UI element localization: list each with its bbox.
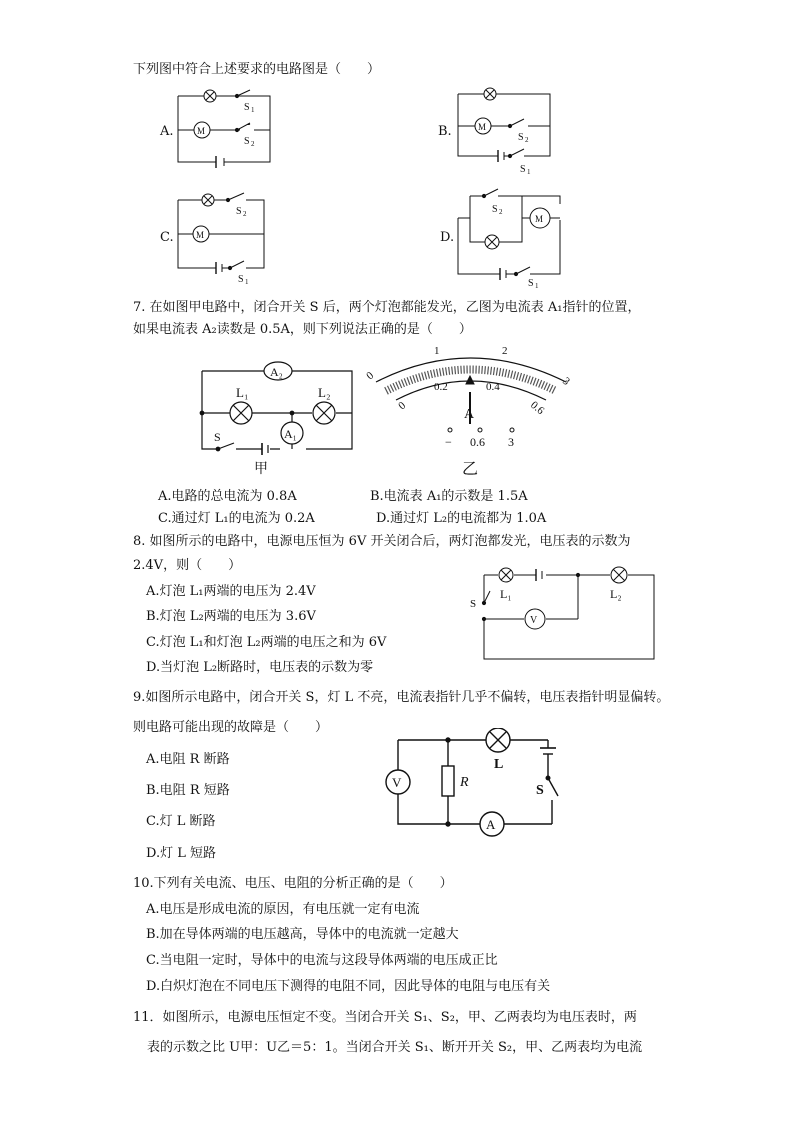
svg-text:1: 1 [245, 278, 249, 284]
svg-text:1: 1 [251, 106, 255, 114]
svg-text:1: 1 [535, 282, 539, 288]
q8-choice-d[interactable]: D.当灯泡 L₂断路时，电压表的示数为零 [146, 660, 374, 675]
svg-text:2: 2 [251, 140, 255, 148]
q9-choice-a[interactable]: A.电阻 R 断路 [146, 752, 230, 767]
q9-choice-c[interactable]: C.灯 L 断路 [146, 814, 216, 829]
svg-text:2: 2 [243, 210, 247, 218]
q6-figure-c [158, 190, 288, 288]
q7-stem-line1: 7. 在如图甲电路中，闭合开关 S 后，两个灯泡都能发光，乙图为电流表 A₁指针的位置， [133, 300, 641, 315]
svg-text:L₂: L₂ [318, 385, 331, 400]
svg-text:S: S [244, 136, 250, 147]
q8-choice-b[interactable]: B.灯泡 L₂两端的电压为 3.6V [146, 609, 316, 624]
svg-text:2: 2 [499, 208, 503, 216]
svg-text:M: M [478, 122, 487, 132]
svg-text:0.6: 0.6 [470, 435, 485, 449]
q7-stem-line2: 如果电流表 A₂读数是 0.5A，则下列说法正确的是（ ） [133, 322, 472, 337]
svg-text:S: S [520, 164, 526, 175]
svg-text:S: S [536, 783, 544, 798]
q10-stem: 10.下列有关电流、电压、电阻的分析正确的是（ ） [133, 876, 453, 891]
svg-text:3: 3 [560, 375, 572, 388]
q10-choice-b[interactable]: B.加在导体两端的电压越高，导体中的电流就一定越大 [146, 927, 459, 942]
svg-text:0.6: 0.6 [528, 399, 547, 418]
svg-text:R: R [460, 775, 469, 790]
q6-stem: 下列图中符合上述要求的电路图是（ ） [133, 62, 381, 77]
svg-text:L₁: L₁ [500, 587, 512, 601]
q7-figure-jia [192, 355, 372, 484]
svg-text:乙: 乙 [462, 461, 479, 478]
svg-text:S: S [528, 278, 534, 288]
q10-choice-c[interactable]: C.当电阻一定时，导体中的电流与这段导体两端的电压成正比 [146, 953, 498, 968]
svg-text:A₁: A₁ [284, 427, 297, 441]
q7-figure-yi [362, 340, 582, 484]
motor-label: M [197, 126, 206, 136]
q7-choice-c[interactable]: C.通过灯 L₁的电流为 0.2A [158, 511, 315, 526]
q8-figure [470, 565, 660, 669]
svg-text:V: V [530, 615, 538, 626]
svg-text:0.2: 0.2 [434, 381, 448, 393]
q9-choice-d[interactable]: D.灯 L 短路 [146, 846, 216, 861]
svg-text:A₂: A₂ [270, 365, 283, 379]
q8-choice-a[interactable]: A.灯泡 L₁两端的电压为 2.4V [146, 584, 316, 599]
q8-choice-c[interactable]: C.灯泡 L₁和灯泡 L₂两端的电压之和为 6V [146, 635, 387, 650]
svg-text:0.4: 0.4 [486, 381, 500, 393]
svg-text:M: M [196, 230, 205, 240]
svg-text:A: A [486, 817, 496, 832]
q7-choice-b[interactable]: B.电流表 A₁的示数是 1.5A [370, 489, 528, 504]
q9-stem-line1: 9.如图所示电路中，闭合开关 S，灯 L 不亮，电流表指针几乎不偏转，电压表指针明显偏转。 [133, 690, 670, 705]
svg-text:2: 2 [502, 345, 508, 357]
q7-choice-a[interactable]: A.电路的总电流为 0.8A [158, 489, 297, 504]
q6-figure-a [158, 88, 288, 174]
q9-stem-line2: 则电路可能出现的故障是（ ） [133, 720, 329, 735]
svg-text:L₁: L₁ [236, 385, 249, 400]
svg-text:S: S [244, 102, 250, 113]
svg-text:0: 0 [396, 399, 409, 413]
svg-text:2: 2 [525, 136, 529, 144]
svg-text:1: 1 [527, 168, 531, 176]
q6-figure-b [446, 84, 566, 184]
svg-text:L: L [494, 757, 504, 772]
svg-text:M: M [535, 214, 544, 224]
svg-text:0: 0 [364, 369, 377, 383]
q8-stem-line1: 8. 如图所示的电路中，电源电压恒为 6V 开关闭合后，两灯泡都发光，电压表的示数为 [133, 534, 631, 549]
svg-text:S: S [492, 204, 498, 215]
q9-figure [380, 728, 580, 842]
svg-text:3: 3 [508, 435, 514, 449]
svg-text:1: 1 [434, 345, 440, 357]
q10-choice-a[interactable]: A.电压是形成电流的原因，有电压就一定有电流 [146, 902, 420, 917]
q6-option-d[interactable]: D. [440, 230, 455, 245]
svg-text:L₂: L₂ [610, 587, 622, 601]
q6-option-c[interactable]: C. [160, 230, 174, 245]
svg-text:S: S [238, 274, 244, 284]
q9-choice-b[interactable]: B.电阻 R 短路 [146, 783, 230, 798]
q10-choice-d[interactable]: D.白炽灯泡在不同电压下测得的电阻不同，因此导体的电阻与电压有关 [146, 979, 551, 994]
q8-stem-line2: 2.4V，则（ ） [133, 558, 242, 573]
svg-text:V: V [392, 775, 402, 790]
q11-stem-line1: 11．如图所示，电源电压恒定不变。当闭合开关 S₁、S₂，甲、乙两表均为电压表时，两 [133, 1010, 637, 1025]
svg-text:S: S [236, 206, 242, 217]
svg-text:S: S [214, 430, 221, 444]
q6-option-b[interactable]: B. [438, 124, 452, 139]
q7-choice-d[interactable]: D.通过灯 L₂的电流都为 1.0A [376, 511, 547, 526]
svg-text:A: A [464, 407, 475, 422]
svg-text:S: S [518, 132, 524, 143]
svg-text:−: − [445, 435, 452, 449]
svg-text:S: S [470, 598, 477, 610]
q6-figure-d [452, 186, 572, 292]
svg-text:甲: 甲 [254, 462, 268, 477]
q6-option-a[interactable]: A. [160, 124, 174, 139]
q11-stem-line2: 表的示数之比 U甲：U乙＝5：1。当闭合开关 S₁、断开开关 S₂，甲、乙两表均为电流 [147, 1040, 643, 1055]
